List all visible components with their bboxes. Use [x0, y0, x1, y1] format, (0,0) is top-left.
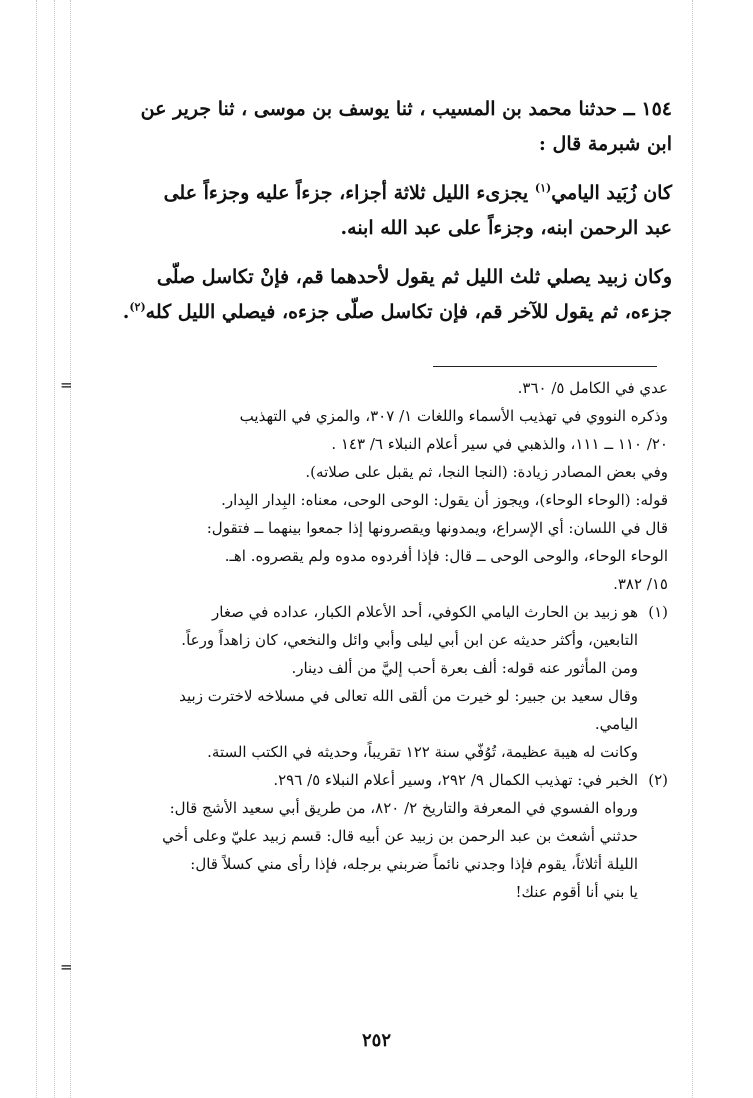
footnote-line: الوحاء الوحاء، والوحى الوحى ــ قال: فإذا أفردوه مدوه ولم يقصروه. اهـ. [224, 547, 668, 565]
text-run: كان زُبَيد اليامي [551, 182, 672, 204]
hadith-isnad-line: ابن شبرمة قال : [538, 133, 672, 155]
footnote-line: ١٥/ ٣٨٢. [613, 575, 668, 593]
footnote-continued [80, 374, 668, 598]
footnote-line: اليامي. [594, 715, 638, 733]
footnote-line: قوله: (الوحاء الوحاء)، ويجوز أن يقول: الوحى الوحى، معناه: البِدار البِدار. [221, 491, 668, 509]
footnote-line: التابعين، وأكثر حديثه عن ابن أبي ليلى وأبي وائل والنخعي، كان زاهداً ورعاً. [181, 631, 638, 649]
footnotes [80, 374, 668, 906]
hadith-paragraph-2-line [80, 295, 672, 330]
footnote-line: حدثني أشعث بن عبد الرحمن بن زبيد عن أبيه قال: قسم زبيد عليّ وعلى أخي [162, 827, 638, 845]
footnote-line: الخبر في: تهذيب الكمال ٩/ ٢٩٢، وسير أعلام النبلاء ٥/ ٢٩٦. [273, 771, 638, 789]
footnote-line: وقال سعيد بن جبير: لو خيرت من ألقى الله تعالى في مسلاخه لاخترت زبيد [179, 687, 638, 705]
footnote-ref-2[interactable]: (٢) [129, 300, 146, 314]
footnote-2 [80, 766, 668, 906]
hadith-isnad-line: ١٥٤ ــ حدثنا محمد بن المسيب ، ثنا يوسف بن موسى ، ثنا جرير عن [140, 98, 672, 120]
footnote-ref-1[interactable]: (١) [534, 181, 552, 195]
footnote-line: الليلة أثلاثاً، يقوم فإذا وجدني نائماً ضربني برجله، فإذا رأى مني كسلاً قال: [190, 855, 638, 873]
hadith-paragraph-1-line: عبد الرحمن ابنه، وجزءاً على عبد الله ابنه. [340, 217, 672, 239]
text-run: جزءه، ثم يقول للآخر قم، فإن تكاسل صلّى جزءه، فيصلي الليل كله [145, 301, 672, 323]
main-text [80, 92, 672, 330]
footnote-line: وكانت له هيبة عظيمة، تُوُفّي سنة ١٢٢ تقريباً، وحديثه في الكتب الستة. [207, 743, 638, 761]
footnote-1 [80, 598, 668, 766]
footnote-number: (٢) [648, 771, 668, 789]
footnote-line: ٢٠/ ١١٠ ــ ١١١، والذهبي في سير أعلام النبلاء ٦/ ١٤٣ . [331, 435, 668, 453]
scan-guide-line [54, 0, 55, 1098]
footnote-line: يا بني أنا أقوم عنك! [515, 883, 638, 901]
continuation-marker: = [60, 376, 73, 394]
footnote-number: (١) [648, 603, 668, 621]
footnote-line: قال في اللسان: أي الإسراع، ويمدونها ويقصرونها إذا جمعوا بينهما ــ فتقول: [206, 519, 668, 537]
footnote-separator [433, 366, 657, 367]
footnote-line: ورواه الفسوي في المعرفة والتاريخ ٢/ ٨٢٠، من طريق أبي سعيد الأشج قال: [169, 799, 638, 817]
scan-guide-line [36, 0, 37, 1098]
text-run: . [122, 301, 130, 323]
scan-guide-line [70, 0, 71, 1098]
footnote-line: وذكره النووي في تهذيب الأسماء واللغات ١/ ٣٠٧، والمزي في التهذيب [239, 407, 668, 425]
hadith-paragraph-1 [80, 176, 672, 211]
scan-guide-line [692, 0, 693, 1098]
footnote-line: هو زبيد بن الحارث اليامي الكوفي، أحد الأعلام الكبار، عداده في صغار [212, 603, 638, 621]
footnote-line: عدي في الكامل ٥/ ٣٦٠. [517, 379, 668, 397]
end-marker: = [60, 958, 73, 976]
footnote-line: وفي بعض المصادر زيادة: (النجا النجا، ثم يقبل على صلاته). [305, 463, 668, 481]
text-run: يجزىء الليل ثلاثة أجزاء، جزءاً عليه وجزءاً على [163, 182, 535, 204]
footnote-line: ومن المأثور عنه قوله: ألف بعرة أحب إليَّ من ألف دينار. [291, 659, 638, 677]
hadith-paragraph-2: وكان زبيد يصلي ثلث الليل ثم يقول لأحدهما قم، فإنْ تكاسل صلّى [156, 266, 672, 288]
page-number: ٢٥٢ [361, 1030, 391, 1051]
